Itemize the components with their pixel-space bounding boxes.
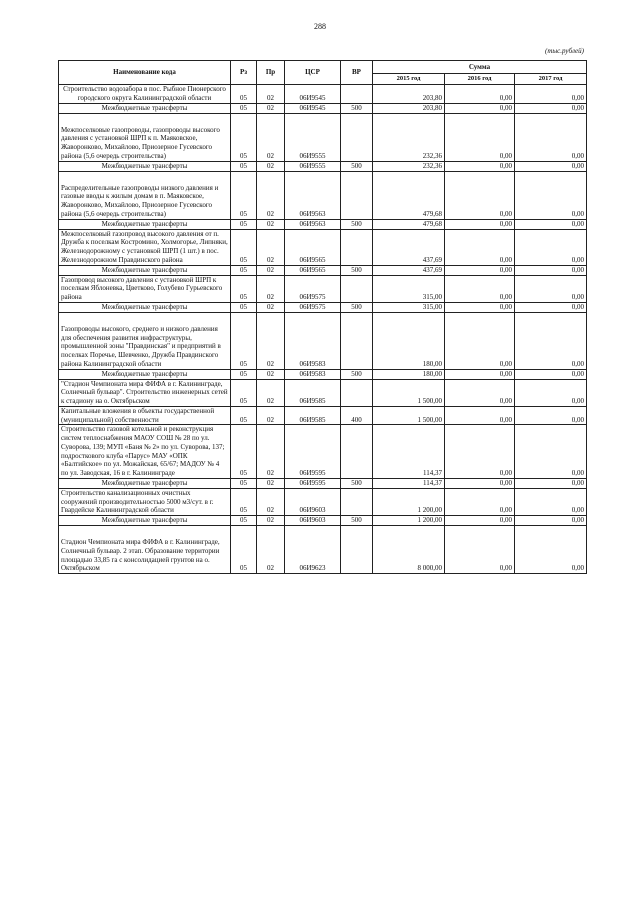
cell-2016: 0,00: [445, 516, 515, 526]
cell-vr: [341, 379, 373, 406]
cell-2015: 114,37: [373, 425, 445, 479]
transfer-row: [59, 103, 587, 113]
cell-2016: 0,00: [445, 229, 515, 265]
cell-rz: 05: [231, 171, 257, 219]
cell-rz: 05: [231, 406, 257, 425]
transfer-row: [59, 302, 587, 312]
cell-csr: 06И9563: [285, 171, 341, 219]
cell-2017: 0,00: [515, 85, 587, 104]
cell-vr: 500: [341, 478, 373, 488]
cell-2016: 0,00: [445, 379, 515, 406]
cell-pr: 02: [257, 275, 285, 302]
cell-2016: 0,00: [445, 171, 515, 219]
cell-name: Межпоселковый газопровод высокого давления от п. Дружба к поселкам Костромино, Холмогорье, Липняки, Железнодорожному с установкой ШРП (1 шт.) в пос. Железнодорожном Правдинского района: [59, 229, 231, 265]
cell-pr: 02: [257, 478, 285, 488]
table-body: [59, 85, 587, 574]
cell-rz: 05: [231, 85, 257, 104]
cell-2015: 1 500,00: [373, 379, 445, 406]
header-csr: ЦСР: [285, 61, 341, 85]
cell-2017: 0,00: [515, 488, 587, 515]
cell-name: Межбюджетные трансферты: [59, 219, 231, 229]
cell-rz: 05: [231, 425, 257, 479]
cell-2017: 0,00: [515, 478, 587, 488]
cell-name: Распределительные газопроводы низкого давления и газовые вводы к жилым домам в п. Маяковское, Жаворонково, Михайлово, Приозерное Гусевского района (5,6 очередь строительства): [59, 171, 231, 219]
units-label: (тыс.рублей): [544, 47, 584, 55]
cell-2016: 0,00: [445, 161, 515, 171]
cell-rz: 05: [231, 526, 257, 574]
cell-vr: [341, 488, 373, 515]
cell-csr: 06И9595: [285, 478, 341, 488]
cell-2017: 0,00: [515, 265, 587, 275]
transfer-row: [59, 161, 587, 171]
cell-name: Строительство газовой котельной и реконструкция систем теплоснабжения МАОУ СОШ № 28 по ул. Суворова, 139; МУП «Баня № 2» по ул. Суворова, 137; подросткового клуба «Парус» МАУ «ОПК «Балтийское» по ул. Можайская, 65/67; МАДОУ № 4 по ул. Заводская, 16 в г. Калининграде: [59, 425, 231, 479]
table-row: [59, 113, 587, 161]
cell-name: Межпоселковые газопроводы, газопроводы высокого давления с установкой ШРП к п. Маяковское, Жаворонково, Михайлово, Приозерное Гусевского района (5,6 очередь строительства): [59, 113, 231, 161]
cell-2015: 1 200,00: [373, 516, 445, 526]
cell-rz: 05: [231, 312, 257, 369]
cell-2017: 0,00: [515, 526, 587, 574]
transfer-row: [59, 516, 587, 526]
cell-name: Строительство канализационных очистных сооружений производительностью 5000 м3/сут. в г. Гвардейске Калининградской области: [59, 488, 231, 515]
cell-2015: 1 500,00: [373, 406, 445, 425]
cell-rz: 05: [231, 488, 257, 515]
cell-2016: 0,00: [445, 369, 515, 379]
cell-name: Межбюджетные трансферты: [59, 369, 231, 379]
cell-name: Межбюджетные трансферты: [59, 302, 231, 312]
table-row: [59, 275, 587, 302]
cell-name: Межбюджетные трансферты: [59, 265, 231, 275]
cell-pr: 02: [257, 219, 285, 229]
header-sum: Сумма: [373, 61, 587, 74]
cell-vr: 500: [341, 302, 373, 312]
cell-pr: 02: [257, 229, 285, 265]
cell-2016: 0,00: [445, 85, 515, 104]
cell-rz: 05: [231, 229, 257, 265]
cell-2017: 0,00: [515, 369, 587, 379]
cell-vr: [341, 275, 373, 302]
cell-vr: 400: [341, 406, 373, 425]
cell-name: Стадион Чемпионата мира ФИФА в г. Калининграде, Солнечный бульвар. 2 этап. Образование территории площадью 33,85 га с консолидацией грунтов на о. Октябрьском: [59, 526, 231, 574]
cell-csr: 06И9545: [285, 103, 341, 113]
cell-2017: 0,00: [515, 516, 587, 526]
cell-2016: 0,00: [445, 488, 515, 515]
cell-2015: 479,68: [373, 171, 445, 219]
cell-rz: 05: [231, 379, 257, 406]
cell-2015: 437,69: [373, 265, 445, 275]
cell-name: Строительство водозабора в пос. Рыбное Пионерского городского округа Калининградской области: [59, 85, 231, 104]
cell-rz: 05: [231, 478, 257, 488]
cell-rz: 05: [231, 369, 257, 379]
cell-2017: 0,00: [515, 103, 587, 113]
table-row: [59, 229, 587, 265]
cell-pr: 02: [257, 516, 285, 526]
cell-csr: 06И9575: [285, 275, 341, 302]
page-number: 288: [314, 22, 326, 31]
cell-2015: 315,00: [373, 302, 445, 312]
cell-2015: 315,00: [373, 275, 445, 302]
cell-rz: 05: [231, 219, 257, 229]
cell-name: Межбюджетные трансферты: [59, 161, 231, 171]
budget-table: [58, 60, 587, 574]
cell-rz: 05: [231, 516, 257, 526]
cell-name: Межбюджетные трансферты: [59, 103, 231, 113]
cell-2015: 180,00: [373, 369, 445, 379]
header-2017: 2017 год: [515, 74, 587, 85]
cell-pr: 02: [257, 369, 285, 379]
cell-2015: 114,37: [373, 478, 445, 488]
cell-name: Газопровод высокого давления с установкой ШРП к поселкам Яблоневка, Цветково, Голубево Гурьевского района: [59, 275, 231, 302]
cell-vr: [341, 312, 373, 369]
cell-vr: 500: [341, 265, 373, 275]
cell-2017: 0,00: [515, 312, 587, 369]
cell-pr: 02: [257, 85, 285, 104]
cell-vr: [341, 526, 373, 574]
cell-name: Газопроводы высокого, среднего и низкого давления для обеспечения развития инфраструктуры, промышленной зоны "Правдинская" и предприятий в поселках Поречье, Шевченко, Дружба Правдинского района Калининградской области: [59, 312, 231, 369]
transfer-row: [59, 219, 587, 229]
cell-2016: 0,00: [445, 219, 515, 229]
cell-csr: 06И9585: [285, 406, 341, 425]
cell-2016: 0,00: [445, 275, 515, 302]
cell-2016: 0,00: [445, 478, 515, 488]
cell-vr: 500: [341, 219, 373, 229]
cell-2017: 0,00: [515, 161, 587, 171]
cell-vr: [341, 425, 373, 479]
table-row: [59, 312, 587, 369]
table-row: [59, 425, 587, 479]
cell-csr: 06И9585: [285, 379, 341, 406]
cell-name: Межбюджетные трансферты: [59, 516, 231, 526]
cell-csr: 06И9555: [285, 161, 341, 171]
cell-vr: [341, 113, 373, 161]
cell-2016: 0,00: [445, 526, 515, 574]
cell-csr: 06И9575: [285, 302, 341, 312]
table-row: [59, 379, 587, 406]
cell-2017: 0,00: [515, 302, 587, 312]
cell-vr: 500: [341, 516, 373, 526]
cell-2015: 203,80: [373, 103, 445, 113]
cell-csr: 06И9565: [285, 229, 341, 265]
cell-csr: 06И9603: [285, 488, 341, 515]
cell-2015: 8 000,00: [373, 526, 445, 574]
table-row: [59, 85, 587, 104]
cell-vr: [341, 171, 373, 219]
cell-vr: 500: [341, 161, 373, 171]
cell-2016: 0,00: [445, 265, 515, 275]
table-row: [59, 171, 587, 219]
cell-2015: 437,69: [373, 229, 445, 265]
cell-vr: 500: [341, 103, 373, 113]
table-row: [59, 406, 587, 425]
cell-2015: 203,80: [373, 85, 445, 104]
cell-rz: 05: [231, 113, 257, 161]
cell-vr: [341, 229, 373, 265]
cell-2016: 0,00: [445, 406, 515, 425]
cell-rz: 05: [231, 275, 257, 302]
cell-2016: 0,00: [445, 113, 515, 161]
header-2015: 2015 год: [373, 74, 445, 85]
cell-rz: 05: [231, 103, 257, 113]
cell-csr: 06И9545: [285, 85, 341, 104]
cell-rz: 05: [231, 265, 257, 275]
cell-name: Межбюджетные трансферты: [59, 478, 231, 488]
cell-pr: 02: [257, 488, 285, 515]
cell-name: "Стадион Чемпионата мира ФИФА в г. Калининграде, Солнечный бульвар". Строительство инженерных сетей к стадиону на о. Октябрьском: [59, 379, 231, 406]
cell-csr: 06И9565: [285, 265, 341, 275]
cell-pr: 02: [257, 171, 285, 219]
cell-2015: 180,00: [373, 312, 445, 369]
cell-pr: 02: [257, 379, 285, 406]
header-pr: Пр: [257, 61, 285, 85]
cell-csr: 06И9583: [285, 369, 341, 379]
transfer-row: [59, 478, 587, 488]
cell-2015: 1 200,00: [373, 488, 445, 515]
cell-pr: 02: [257, 406, 285, 425]
cell-vr: 500: [341, 369, 373, 379]
cell-csr: 06И9595: [285, 425, 341, 479]
cell-pr: 02: [257, 302, 285, 312]
cell-2016: 0,00: [445, 103, 515, 113]
cell-vr: [341, 85, 373, 104]
header-name: Наименование кода: [59, 61, 231, 85]
table-row: [59, 488, 587, 515]
transfer-row: [59, 265, 587, 275]
cell-2016: 0,00: [445, 425, 515, 479]
cell-2017: 0,00: [515, 425, 587, 479]
cell-2017: 0,00: [515, 229, 587, 265]
header-rz: Рз: [231, 61, 257, 85]
cell-pr: 02: [257, 265, 285, 275]
cell-2015: 232,36: [373, 161, 445, 171]
header-2016: 2016 год: [445, 74, 515, 85]
cell-pr: 02: [257, 113, 285, 161]
header-vr: ВР: [341, 61, 373, 85]
cell-2017: 0,00: [515, 171, 587, 219]
cell-csr: 06И9623: [285, 526, 341, 574]
cell-2017: 0,00: [515, 113, 587, 161]
cell-name: Капитальные вложения в объекты государственной (муниципальной) собственности: [59, 406, 231, 425]
cell-2017: 0,00: [515, 406, 587, 425]
cell-2017: 0,00: [515, 275, 587, 302]
cell-csr: 06И9603: [285, 516, 341, 526]
cell-rz: 05: [231, 302, 257, 312]
cell-rz: 05: [231, 161, 257, 171]
cell-csr: 06И9583: [285, 312, 341, 369]
cell-pr: 02: [257, 526, 285, 574]
cell-csr: 06И9563: [285, 219, 341, 229]
cell-pr: 02: [257, 161, 285, 171]
table-row: [59, 526, 587, 574]
cell-2016: 0,00: [445, 302, 515, 312]
cell-2015: 232,36: [373, 113, 445, 161]
cell-2015: 479,68: [373, 219, 445, 229]
cell-2016: 0,00: [445, 312, 515, 369]
cell-csr: 06И9555: [285, 113, 341, 161]
cell-pr: 02: [257, 312, 285, 369]
cell-2017: 0,00: [515, 379, 587, 406]
cell-pr: 02: [257, 103, 285, 113]
cell-2017: 0,00: [515, 219, 587, 229]
transfer-row: [59, 369, 587, 379]
cell-pr: 02: [257, 425, 285, 479]
